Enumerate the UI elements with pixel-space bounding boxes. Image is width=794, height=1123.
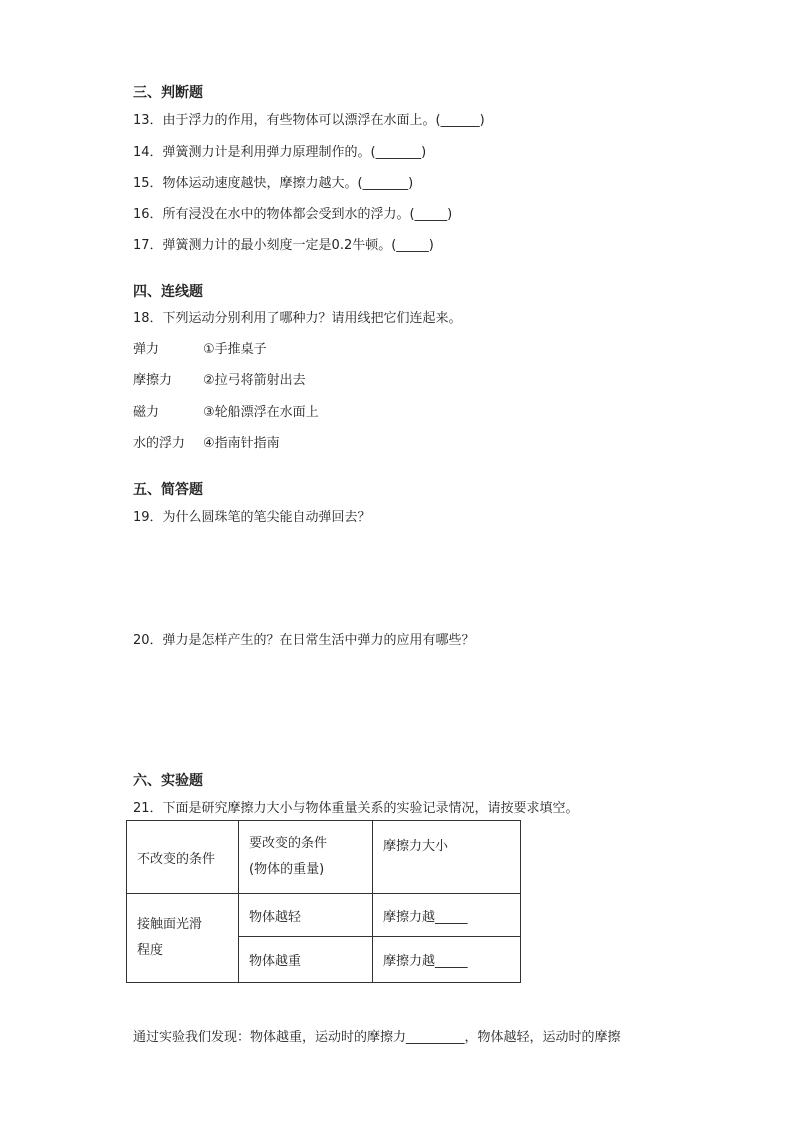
section-title-judge: 三、判断题 — [133, 85, 203, 101]
experiment-conclusion: 通过实验我们发现：物体越重，运动时的摩擦力_________，物体越轻，运动时的摩擦 — [133, 1030, 621, 1045]
match-force-4: 水的浮力 — [133, 436, 186, 451]
question-21: 21．下面是研究摩擦力大小与物体重量关系的实验记录情况，请按要求填空。 — [133, 801, 579, 816]
constant-condition — [127, 894, 239, 983]
question-16: 16．所有浸没在水中的物体都会受到水的浮力。(_____) — [133, 207, 453, 222]
question-15: 15．物体运动速度越快，摩擦力越大。(_______) — [133, 176, 414, 191]
section-title-short: 五、简答题 — [133, 482, 203, 498]
match-action-3: ③轮船漂浮在水面上 — [203, 405, 319, 420]
match-action-2: ②拉弓将箭射出去 — [203, 373, 306, 388]
constant-line1: 接触面光滑 — [137, 917, 203, 932]
row1-result: 摩擦力越_____ — [373, 894, 521, 937]
header-variable-line2: (物体的重量) — [249, 862, 325, 877]
row1-variable: 物体越轻 — [239, 894, 373, 937]
row2-variable: 物体越重 — [239, 937, 373, 983]
match-force-2: 摩擦力 — [133, 373, 173, 388]
header-variable — [239, 821, 373, 894]
question-19: 19．为什么圆珠笔的笔尖能自动弹回去？ — [133, 510, 371, 525]
question-17: 17．弹簧测力计的最小刻度一定是0.2牛顿。(_____) — [133, 238, 434, 253]
question-20: 20．弹力是怎样产生的？在日常生活中弹力的应用有哪些？ — [133, 633, 475, 648]
constant-line2: 程度 — [137, 943, 164, 958]
header-result: 摩擦力大小 — [373, 821, 521, 894]
match-action-4: ④指南针指南 — [203, 436, 280, 451]
section-title-experiment: 六、实验题 — [133, 773, 203, 789]
match-action-1: ①手推桌子 — [203, 342, 267, 357]
section-title-match: 四、连线题 — [133, 284, 203, 300]
question-14: 14．弹簧测力计是利用弹力原理制作的。(_______) — [133, 145, 427, 160]
header-constant: 不改变的条件 — [127, 821, 239, 894]
row2-result: 摩擦力越_____ — [373, 937, 521, 983]
experiment-table — [126, 820, 521, 983]
question-13: 13．由于浮力的作用，有些物体可以漂浮在水面上。(______) — [133, 113, 485, 128]
match-force-3: 磁力 — [133, 405, 160, 420]
header-variable-line1: 要改变的条件 — [249, 836, 328, 851]
question-18: 18．下列运动分别利用了哪种力？请用线把它们连起来。 — [133, 311, 462, 326]
match-force-1: 弹力 — [133, 342, 160, 357]
